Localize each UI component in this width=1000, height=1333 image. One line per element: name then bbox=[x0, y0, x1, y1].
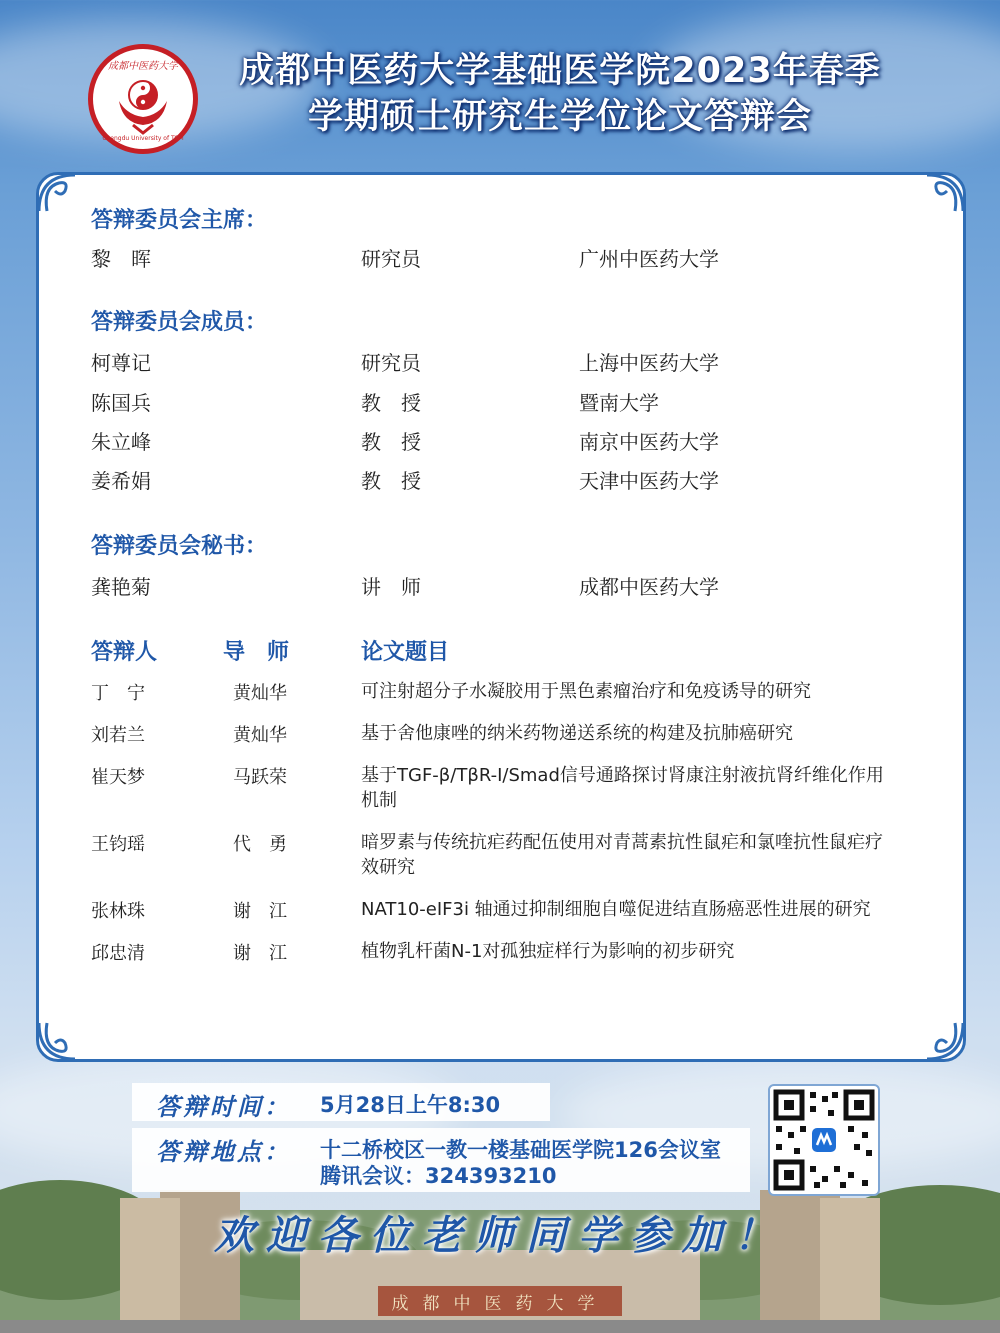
advisor-name: 谢 江 bbox=[233, 901, 287, 922]
corner-ornament-icon bbox=[35, 1017, 81, 1063]
member-org: 天津中医药大学 bbox=[579, 469, 719, 493]
committee-card bbox=[36, 172, 966, 1062]
member-name: 姜希娟 bbox=[91, 469, 151, 493]
qr-code-icon bbox=[770, 1086, 878, 1194]
member-org: 上海中医药大学 bbox=[579, 351, 719, 375]
logo-text: 成都中医药大学 bbox=[108, 61, 178, 72]
corner-ornament-icon bbox=[921, 1017, 967, 1063]
student-name: 邱忠清 bbox=[91, 943, 145, 964]
members-heading: 答辩委员会成员： bbox=[91, 310, 268, 335]
column-header-student: 答辩人 bbox=[91, 640, 158, 665]
thesis-topic: 植物乳杆菌N-1对孤独症样行为影响的初步研究 bbox=[361, 941, 735, 962]
qr-code[interactable] bbox=[768, 1084, 880, 1196]
member-title: 教 授 bbox=[361, 430, 421, 454]
member-name: 黎 晖 bbox=[91, 247, 151, 271]
time-value: 5月28日上午8:30 bbox=[320, 1093, 501, 1117]
member-title: 讲 师 bbox=[361, 575, 421, 599]
column-header-advisor: 导 师 bbox=[223, 640, 290, 665]
member-org: 暨南大学 bbox=[579, 391, 659, 415]
welcome-banner: 欢迎各位老师同学参加！ bbox=[214, 1212, 786, 1259]
thesis-topic: 基于TGF-β/TβR-Ⅰ/Smad信号通路探讨肾康注射液抗肾纤维化作用机制 bbox=[361, 765, 884, 811]
student-name: 崔天梦 bbox=[91, 767, 145, 788]
thesis-topic: 可注射超分子水凝胶用于黑色素瘤治疗和免疫诱导的研究 bbox=[361, 681, 811, 702]
place-label: 答辩地点： bbox=[156, 1138, 291, 1166]
advisor-name: 代 勇 bbox=[233, 834, 287, 855]
member-org: 广州中医药大学 bbox=[579, 247, 719, 271]
member-org: 成都中医药大学 bbox=[579, 575, 719, 599]
thesis-topic: 基于舍他康唑的纳米药物递送系统的构建及抗肺癌研究 bbox=[361, 723, 793, 744]
corner-ornament-icon bbox=[35, 171, 81, 217]
member-name: 龚艳菊 bbox=[91, 575, 151, 599]
student-name: 王钧瑶 bbox=[91, 834, 145, 855]
time-label: 答辩时间： bbox=[156, 1093, 291, 1121]
page-title bbox=[200, 48, 920, 140]
member-title: 研究员 bbox=[361, 351, 421, 375]
gate-sign: 成都中医药大学 bbox=[391, 1294, 609, 1314]
member-title: 教 授 bbox=[361, 469, 421, 493]
student-name: 刘若兰 bbox=[91, 725, 145, 746]
chair-heading: 答辩委员会主席： bbox=[91, 208, 268, 233]
member-name: 朱立峰 bbox=[91, 430, 151, 454]
place-value: 十二桥校区一教一楼基础医学院126会议室 bbox=[320, 1138, 721, 1162]
column-header-topic: 论文题目 bbox=[361, 640, 450, 665]
university-logo bbox=[88, 44, 198, 154]
thesis-topic: 暗罗素与传统抗疟药配伍使用对青蒿素抗性鼠疟和氯喹抗性鼠疟疗效研究 bbox=[361, 832, 883, 878]
meeting-value: 腾讯会议：324393210 bbox=[320, 1164, 557, 1188]
advisor-name: 谢 江 bbox=[233, 943, 287, 964]
logo-english: Chengdu University of TCM bbox=[102, 135, 184, 142]
member-name: 陈国兵 bbox=[91, 391, 151, 415]
advisor-name: 黄灿华 bbox=[233, 683, 287, 704]
member-name: 柯尊记 bbox=[91, 351, 151, 375]
advisor-name: 马跃荣 bbox=[233, 767, 287, 788]
member-title: 研究员 bbox=[361, 247, 421, 271]
title-line-1: 成都中医药大学基础医学院2023年春季 bbox=[239, 51, 881, 91]
thesis-topic: NAT10-eIF3i 轴通过抑制细胞自噬促进结直肠癌恶性进展的研究 bbox=[361, 899, 871, 920]
corner-ornament-icon bbox=[921, 171, 967, 217]
student-name: 丁 宁 bbox=[91, 683, 145, 704]
secretary-heading: 答辩委员会秘书： bbox=[91, 534, 268, 559]
title-line-2: 学期硕士研究生学位论文答辩会 bbox=[307, 97, 812, 137]
student-name: 张林珠 bbox=[91, 901, 145, 922]
advisor-name: 黄灿华 bbox=[233, 725, 287, 746]
member-org: 南京中医药大学 bbox=[579, 430, 719, 454]
member-title: 教 授 bbox=[361, 391, 421, 415]
